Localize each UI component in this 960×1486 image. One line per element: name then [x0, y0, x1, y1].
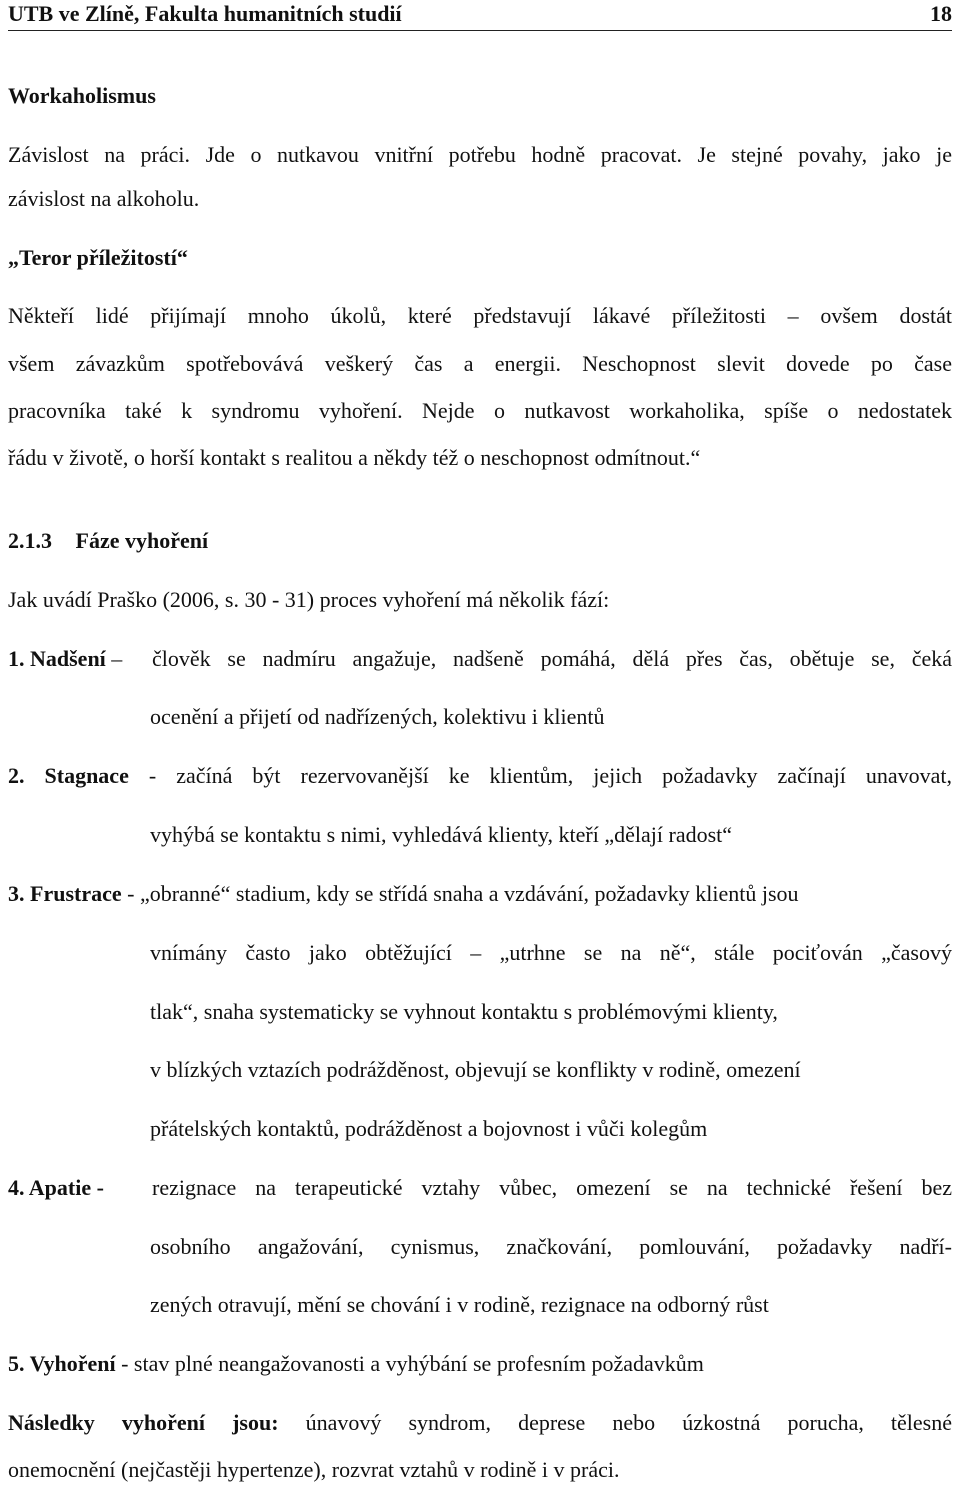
phase-separator: –	[105, 646, 123, 671]
phase-text-line: stav plné neangažovanosti a vyhýbání se profesním požadavkům	[133, 1351, 704, 1376]
phase-text-line: rezignace na terapeutické vztahy vůbec, omezení se na technické řešení bez	[152, 1175, 952, 1200]
teror-text-line: pracovníka také k syndromu vyhoření. Nejde o nutkavost workaholika, spíše o nedostatek	[8, 398, 952, 423]
consequences-text-line: onemocnění (nejčastěji hypertenze), rozvrat vztahů v rodině i v práci.	[8, 1457, 620, 1482]
consequences-line	[8, 1409, 952, 1437]
phase-text-line: „obranné“ stadium, kdy se střídá snaha a vzdávání, požadavky klientů jsou	[139, 881, 799, 906]
phase-label: 1. Nadšení	[8, 646, 106, 671]
consequences-text: únavový syndrom, deprese nebo úzkostná porucha, tělesné	[305, 1410, 953, 1435]
phase-item	[8, 762, 952, 790]
workaholism-heading: Workaholismus	[8, 83, 156, 108]
phase-separator: -	[115, 1351, 134, 1376]
phase-text-line: vnímány často jako obtěžující – „utrhne se na ně“, stále pociťován „časový	[150, 940, 952, 965]
phase-separator: -	[121, 881, 140, 906]
page-header	[8, 0, 952, 31]
teror-heading: „Teror příležitostí“	[8, 245, 188, 270]
teror-text-line: Někteří lidé přijímají mnoho úkolů, které představují lákavé příležitosti – ovšem dostát	[8, 303, 952, 328]
section-title: Fáze vyhoření	[75, 528, 209, 553]
consequences-label: Následky vyhoření jsou:	[8, 1410, 279, 1435]
phase-text-line: tlak“, snaha systematicky se vyhnout kontaktu s problémovými klienty,	[150, 999, 778, 1024]
phase-text-line: zených otravují, mění se chování i v rodině, rezignace na odborný růst	[150, 1292, 769, 1317]
phase-text-line: přátelských kontaktů, podrážděnost a bojovnost i vůči kolegům	[150, 1116, 708, 1141]
phase-text-line: člověk se nadmíru angažuje, nadšeně pomáhá, dělá přes čas, obětuje se, čeká	[152, 646, 952, 671]
teror-text-line: všem závazkům spotřebovává veškerý čas a energii. Neschopnost slevit dovede po čase	[8, 351, 952, 376]
phase-text-line: ocenění a přijetí od nadřízených, kolektivu i klientů	[150, 704, 605, 729]
header-title: UTB ve Zlíně, Fakulta humanitních studií	[8, 1, 402, 26]
phase-text-line: v blízkých vztazích podrážděnost, objevují se konflikty v rodině, omezení	[150, 1057, 801, 1082]
phase-label: 2. Stagnace	[8, 763, 129, 788]
phase-text-line: vyhýbá se kontaktu s nimi, vyhledává klienty, kteří „dělají radost“	[150, 822, 733, 847]
page-number: 18	[930, 1, 952, 26]
phase-text-line: osobního angažování, cynismus, značkování, pomlouvání, požadavky nadří-	[150, 1234, 952, 1259]
section-heading	[8, 527, 952, 555]
phase-label: 5. Vyhoření	[8, 1351, 116, 1376]
phase-item	[8, 880, 952, 908]
phase-label: 3. Frustrace	[8, 881, 122, 906]
phase-label: 4. Apatie -	[8, 1175, 104, 1200]
teror-text-line: řádu v životě, o horší kontakt s realitou a někdy též o neschopnost odmítnout.“	[8, 445, 701, 470]
section-intro: Jak uvádí Praško (2006, s. 30 - 31) proces vyhoření má několik fází:	[8, 587, 610, 612]
phase-text-line: začíná být rezervovanější ke klientům, jejich požadavky začínají unavovat,	[176, 763, 953, 788]
workaholism-text-line: Závislost na práci. Jde o nutkavou vnitřní potřebu hodně pracovat. Je stejné povahy, jako je	[8, 142, 952, 167]
phase-separator: -	[128, 763, 177, 788]
phase-item	[8, 1350, 952, 1378]
section-number: 2.1.3	[8, 528, 52, 553]
workaholism-text-line: závislost na alkoholu.	[8, 186, 200, 211]
